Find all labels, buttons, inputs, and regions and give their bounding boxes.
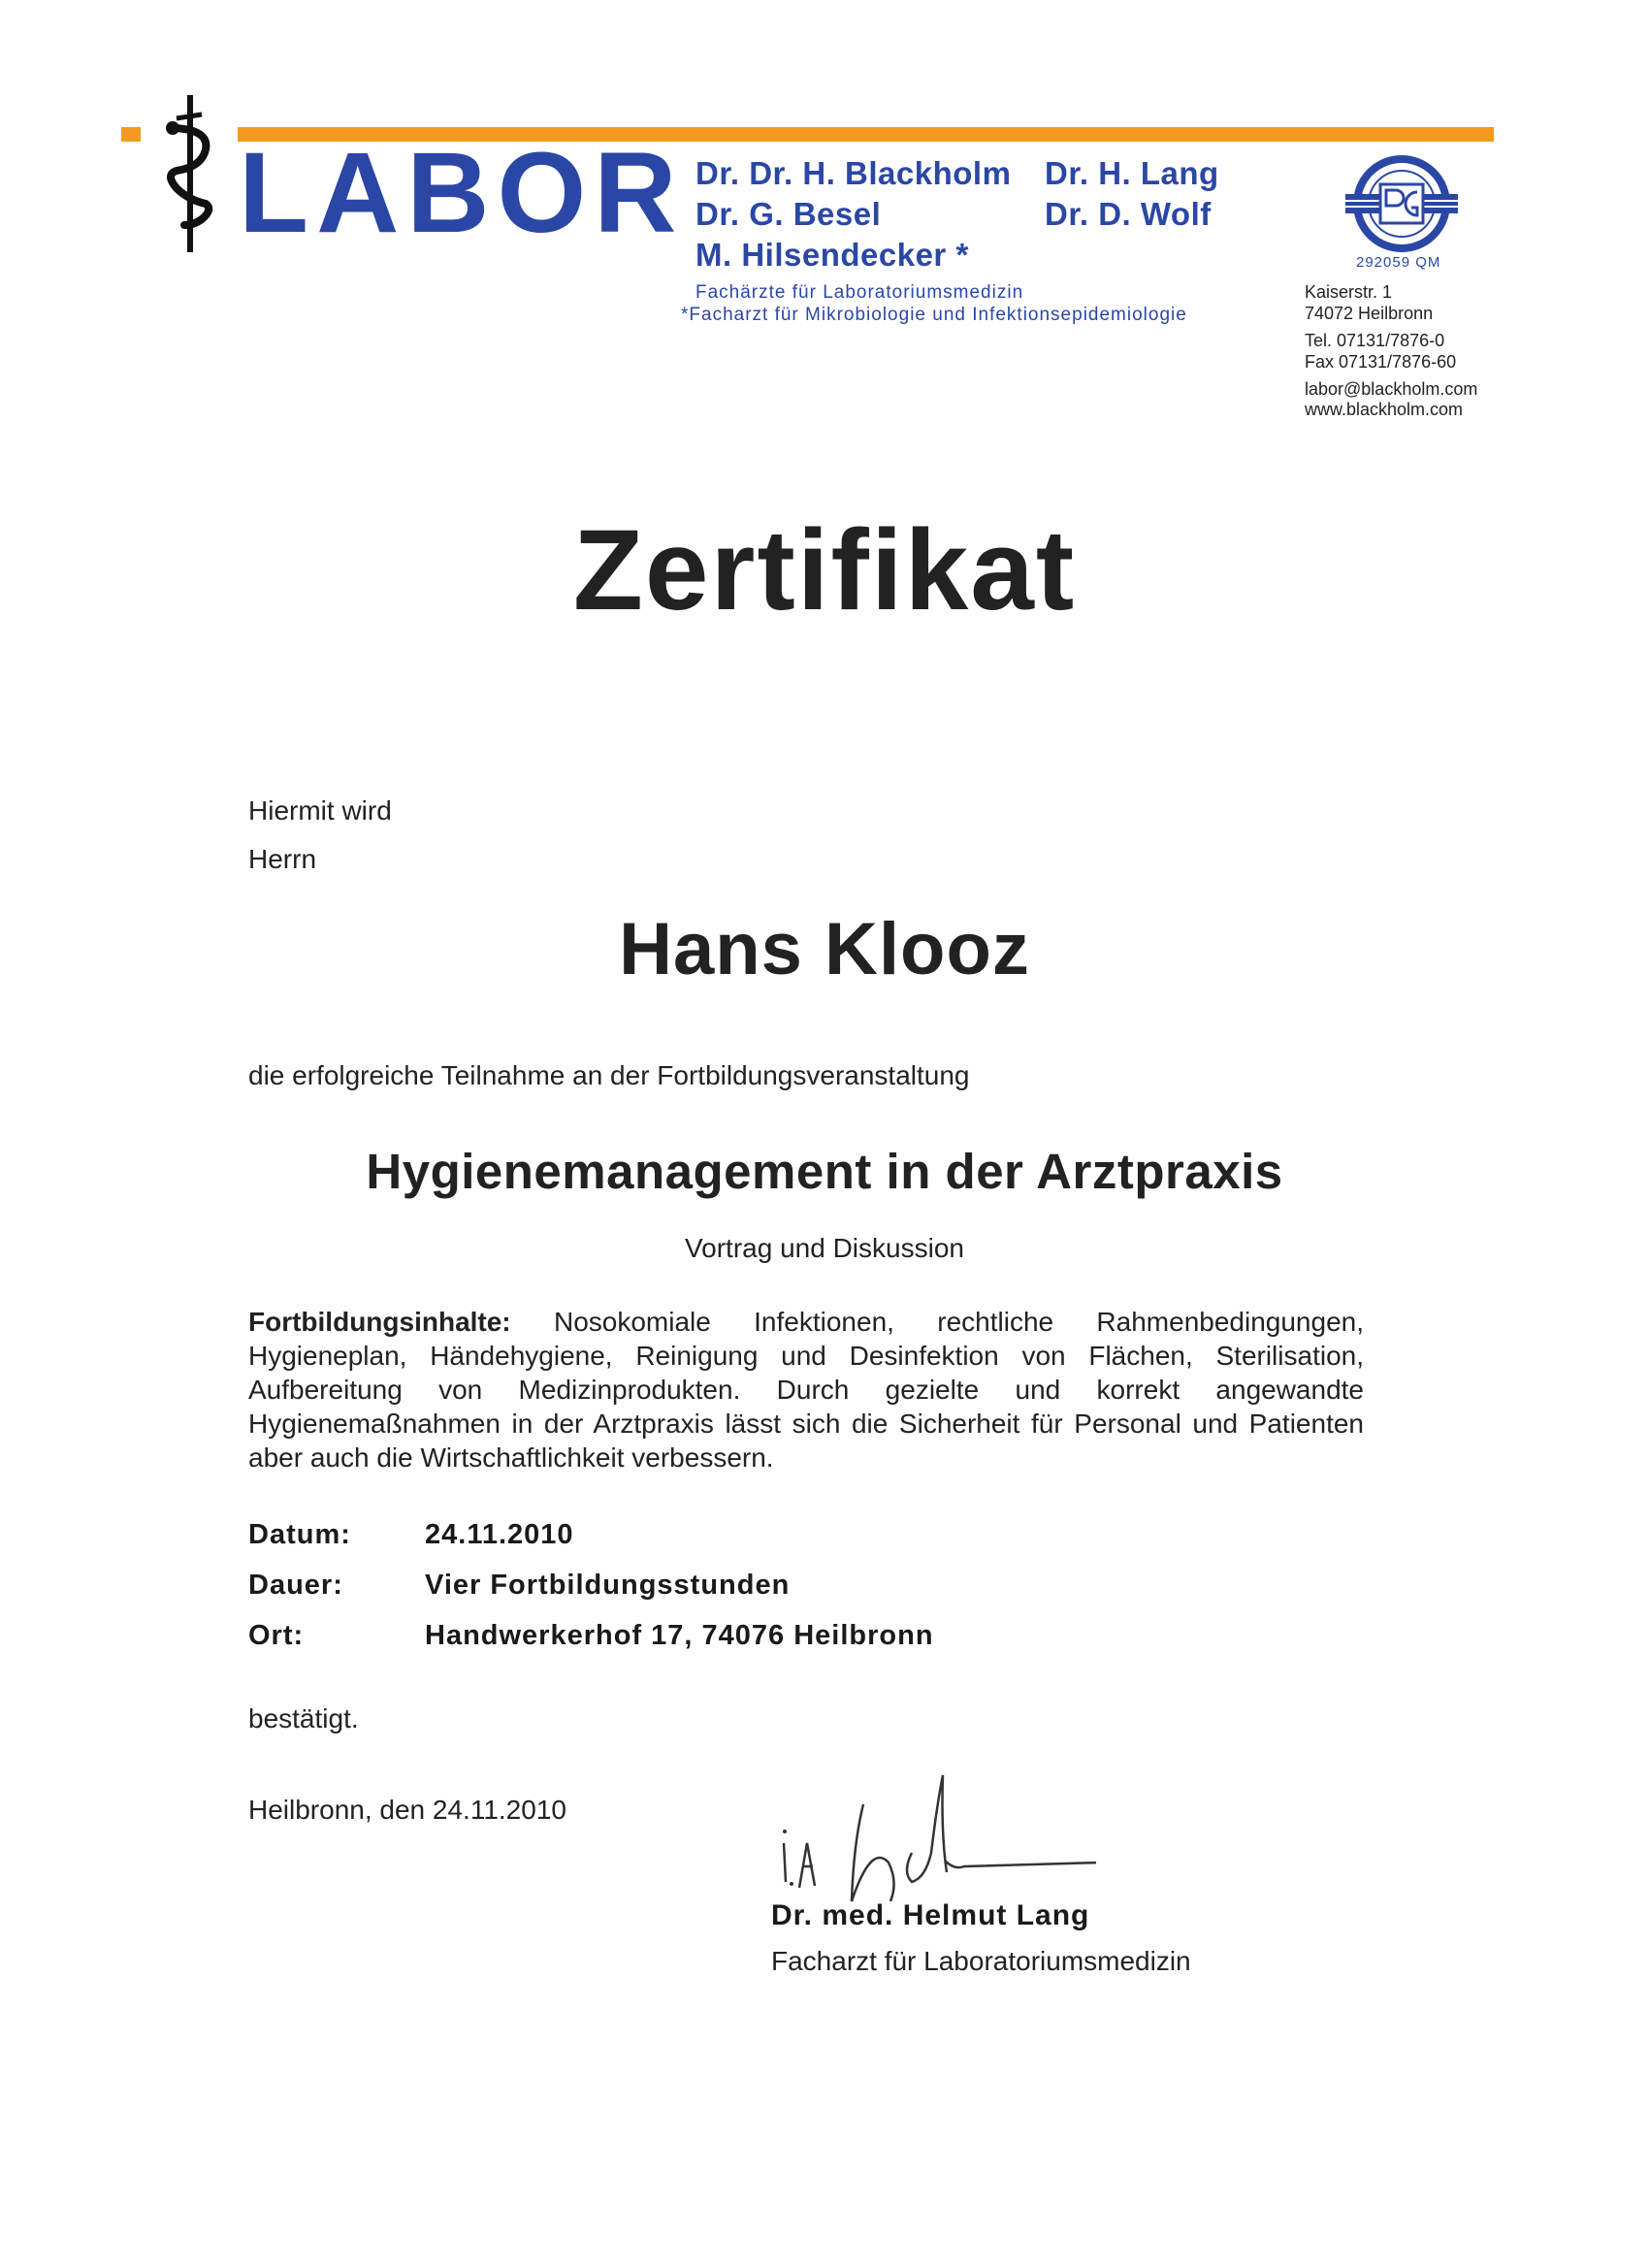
specialty-line: Fachärzte für Laboratoriumsmedizin (695, 282, 1024, 303)
signature-icon (766, 1746, 1096, 1911)
course-format: Vortrag und Diskussion (685, 1233, 964, 1263)
certificate-title: Zertifikat (572, 506, 1077, 634)
place-date: Heilbronn, den 24.11.2010 (248, 1795, 566, 1825)
course-content (248, 1305, 1364, 1474)
doctor-name: Dr. Dr. H. Blackholm (695, 155, 1012, 191)
address-web: www.blackholm.com (1305, 400, 1464, 419)
detail-value-duration: Vier Fortbildungsstunden (425, 1570, 791, 1601)
address-email: labor@blackholm.com (1305, 379, 1478, 399)
doctor-name: Dr. D. Wolf (1045, 196, 1212, 232)
address-tel: Tel. 07131/7876-0 (1305, 331, 1445, 350)
participation-text: die erfolgreiche Teilnahme an der Fortbildungsveranstaltung (248, 1060, 970, 1090)
caduceus-icon (155, 89, 225, 256)
recipient-name: Hans Klooz (619, 908, 1030, 990)
signer-title: Facharzt für Laboratoriumsmedizin (771, 1946, 1191, 1976)
address-city: 74072 Heilbronn (1305, 304, 1434, 323)
content-label: Fortbildungsinhalte: (248, 1307, 511, 1337)
confirmed-text: bestätigt. (248, 1703, 359, 1733)
certification-number: 292059 QM (1356, 254, 1441, 271)
signer-name: Dr. med. Helmut Lang (771, 1899, 1090, 1931)
doctor-name: Dr. G. Besel (695, 196, 882, 232)
detail-label-location: Ort: (248, 1620, 305, 1651)
intro-line: Hiermit wird (248, 795, 392, 826)
header-accent-mark (121, 127, 141, 142)
salutation: Herrn (248, 844, 317, 874)
address-street: Kaiserstr. 1 (1305, 282, 1393, 302)
specialty-footnote: *Facharzt für Mikrobiologie und Infektionsepidemiologie (681, 305, 1187, 325)
detail-value-date: 24.11.2010 (425, 1519, 574, 1550)
quality-seal-icon (1343, 155, 1460, 252)
doctor-name: M. Hilsendecker * (695, 237, 969, 273)
detail-value-location: Handwerkerhof 17, 74076 Heilbronn (425, 1620, 934, 1651)
content-text: Nosokomiale Infektionen, rechtliche Rahmenbedingungen, Hygieneplan, Händehygiene, Reinigung und Desinfektion von Flächen, Sterilisation, Aufbereitung von Medizinprodukten. Durch gezielte und korrekt angewandte Hygienemaßnahmen in der Arztpraxis lässt sich die Sicherheit für Personal und Patienten aber auch die Wirtschaftlichkeit verbessern. (248, 1307, 1364, 1473)
detail-label-duration: Dauer: (248, 1570, 343, 1601)
doctor-name: Dr. H. Lang (1045, 155, 1219, 191)
address-fax: Fax 07131/7876-60 (1305, 352, 1457, 372)
logo-text: LABOR (239, 129, 685, 257)
course-title: Hygienemanagement in der Arztpraxis (366, 1144, 1283, 1199)
detail-label-date: Datum: (248, 1519, 351, 1550)
